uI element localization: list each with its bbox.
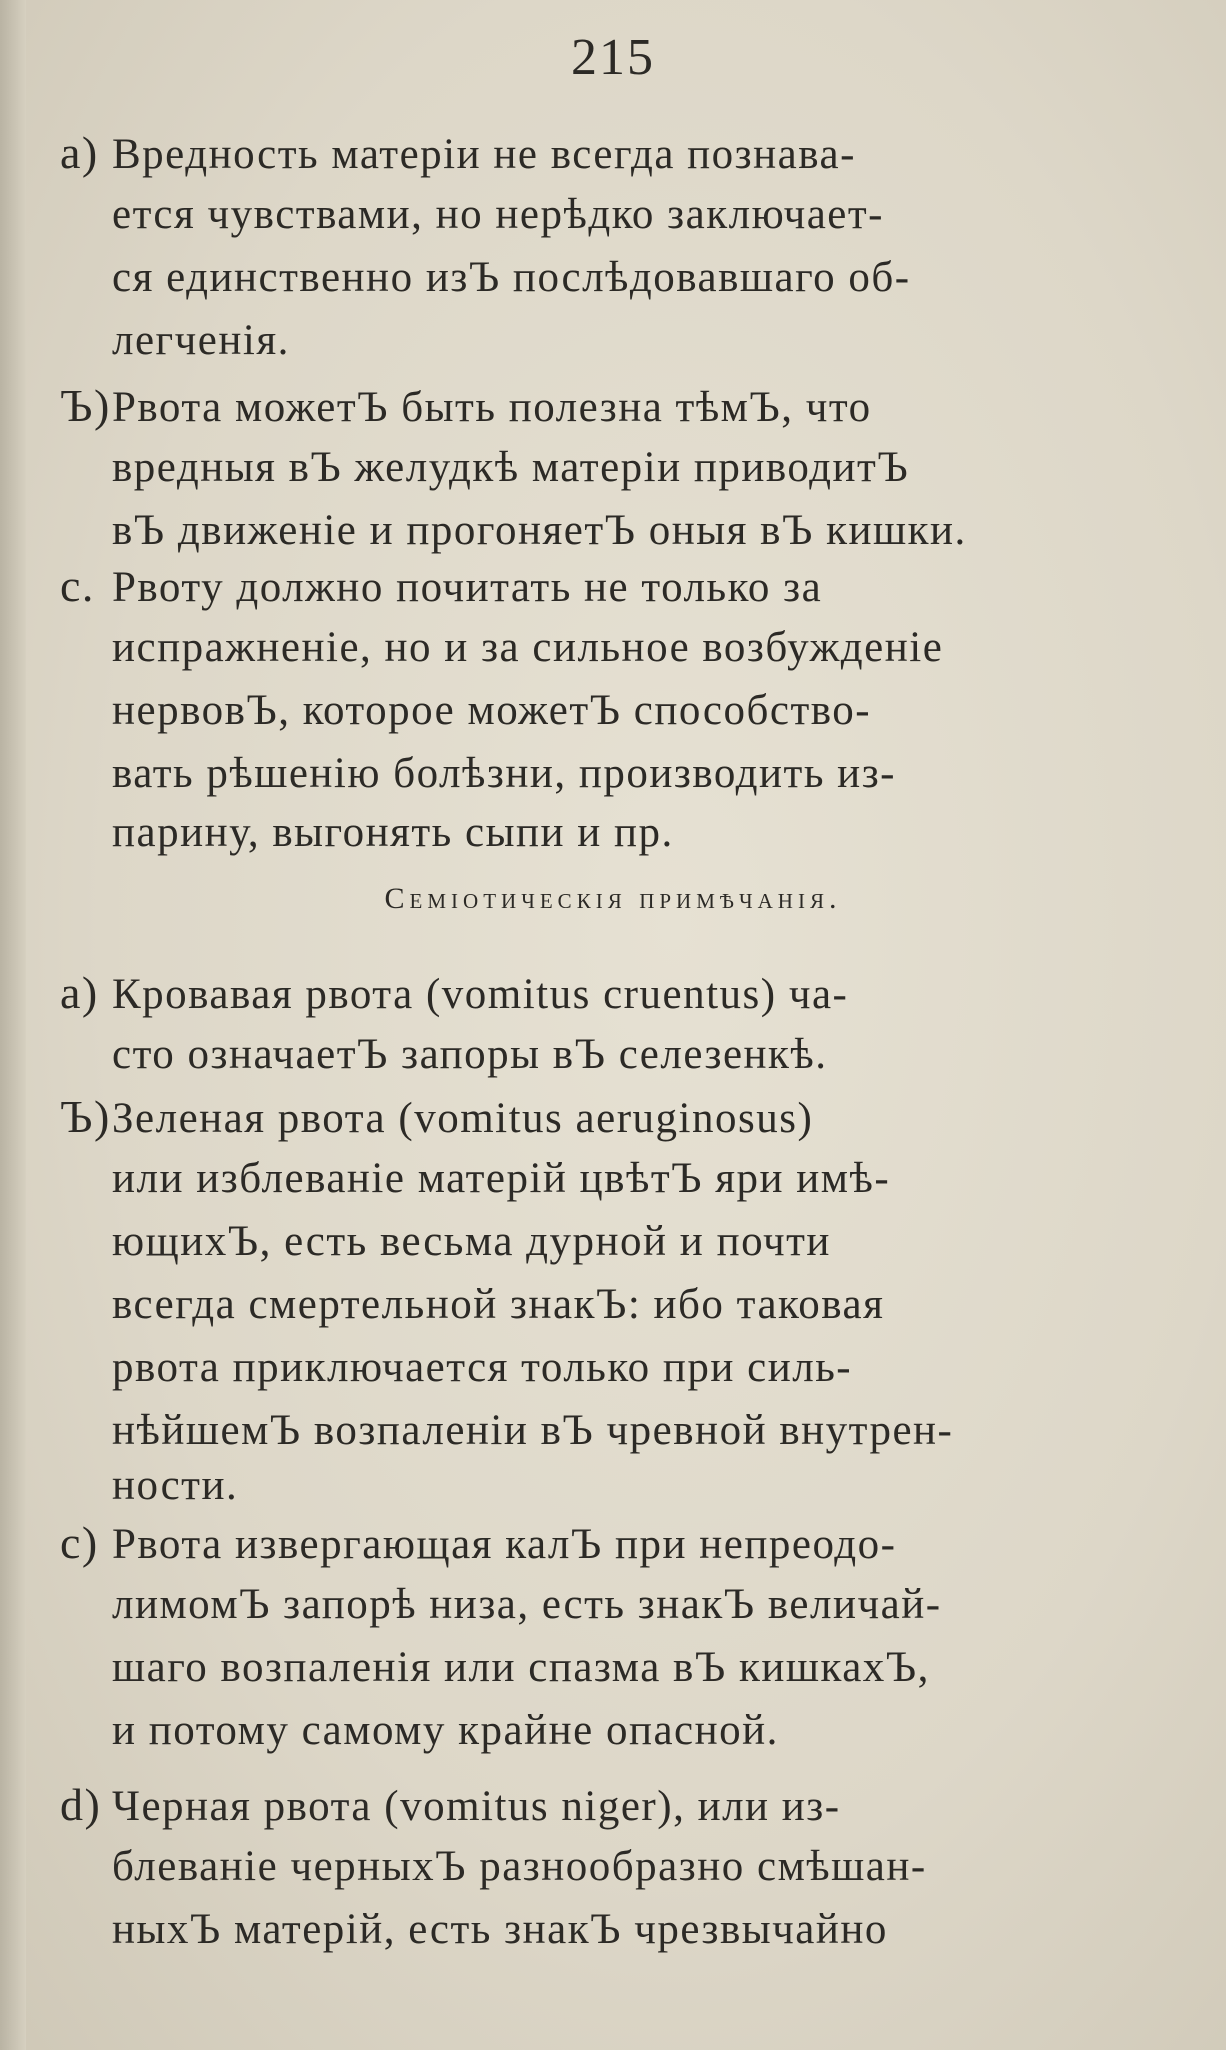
paragraph-line [60, 1779, 841, 1830]
line-text: Вредность матеріи не всегда познава- [112, 131, 856, 178]
paragraph-line: вать рѣшенію болѣзни, производить из- [112, 750, 897, 797]
paragraph-line: ныхЪ матерій, есть знакЪ чрезвычайно [112, 1906, 888, 1953]
line-text: Рвота можетЪ быть полезна тѣмЪ, что [112, 384, 872, 431]
paragraph-line: ется чувствами, но нерѣдко заключает- [112, 191, 884, 238]
line-text: Черная рвота (vomitus niger), или из- [112, 1783, 841, 1830]
paragraph-line: блеваніе черныхЪ разнообразно смѣшан- [112, 1843, 927, 1890]
paragraph-line: испражненіе, но и за сильное возбужденіе [112, 624, 944, 671]
paragraph-line: легченія. [112, 317, 290, 364]
paragraph-line: лимомЪ запорѣ низа, есть знакЪ величай- [112, 1581, 942, 1628]
item-marker: c) [60, 1517, 99, 1568]
paragraph-line: сто означаетЪ запоры вЪ селезенкѣ. [112, 1031, 828, 1078]
paragraph-line: ся единственно изЪ послѣдовавшаго об- [112, 254, 911, 301]
paragraph-line: ющихЪ, есть весьма дурной и почти [112, 1218, 831, 1265]
paragraph-line [60, 127, 856, 178]
item-marker: a) [60, 127, 99, 178]
paragraph-line: вредныя вЪ желудкѣ матеріи приводитЪ [112, 444, 910, 491]
paragraph-line [60, 1091, 814, 1142]
section-heading: Семіотическія примѣчанія. [384, 882, 842, 915]
paragraph-line [60, 967, 849, 1018]
line-text: Зеленая рвота (vomitus aeruginosus) [112, 1095, 814, 1142]
line-text: Рвоту должно почитать не только за [112, 564, 823, 611]
item-marker: d) [60, 1779, 102, 1830]
item-marker: Ъ) [60, 1091, 111, 1142]
page-edge [0, 0, 26, 2050]
paragraph-line: шаго возпаленія или спазма вЪ кишкахЪ, [112, 1644, 930, 1691]
paragraph-line: и потому самому крайне опасной. [112, 1707, 779, 1754]
item-marker: a) [60, 967, 99, 1018]
paragraph-line [60, 380, 872, 431]
item-marker: c. [60, 560, 95, 611]
paragraph-line: парину, выгонять сыпи и пр. [112, 809, 674, 856]
paragraph-line: рвота приключается только при силь- [112, 1344, 853, 1391]
line-text: Кровавая рвота (vomitus cruentus) ча- [112, 971, 849, 1018]
item-marker: Ъ) [60, 380, 111, 431]
paragraph-line: или изблеваніе матерій цвѣтЪ яри имѣ- [112, 1155, 891, 1202]
paragraph-line [60, 1517, 897, 1568]
paragraph-line: нѣйшемЪ возпаленіи вЪ чревной внутрен- [112, 1407, 954, 1454]
page-number: 215 [571, 29, 655, 86]
paragraph-line [60, 560, 823, 611]
paragraph-line: всегда смертельной знакЪ: ибо таковая [112, 1281, 885, 1328]
line-text: Рвота извергающая калЪ при непреодо- [112, 1521, 897, 1568]
paragraph-line: ности. [112, 1462, 239, 1509]
paragraph-line: вЪ движеніе и прогоняетЪ оныя вЪ кишки. [112, 507, 967, 554]
paragraph-line: нервовЪ, которое можетЪ способство- [112, 687, 872, 734]
